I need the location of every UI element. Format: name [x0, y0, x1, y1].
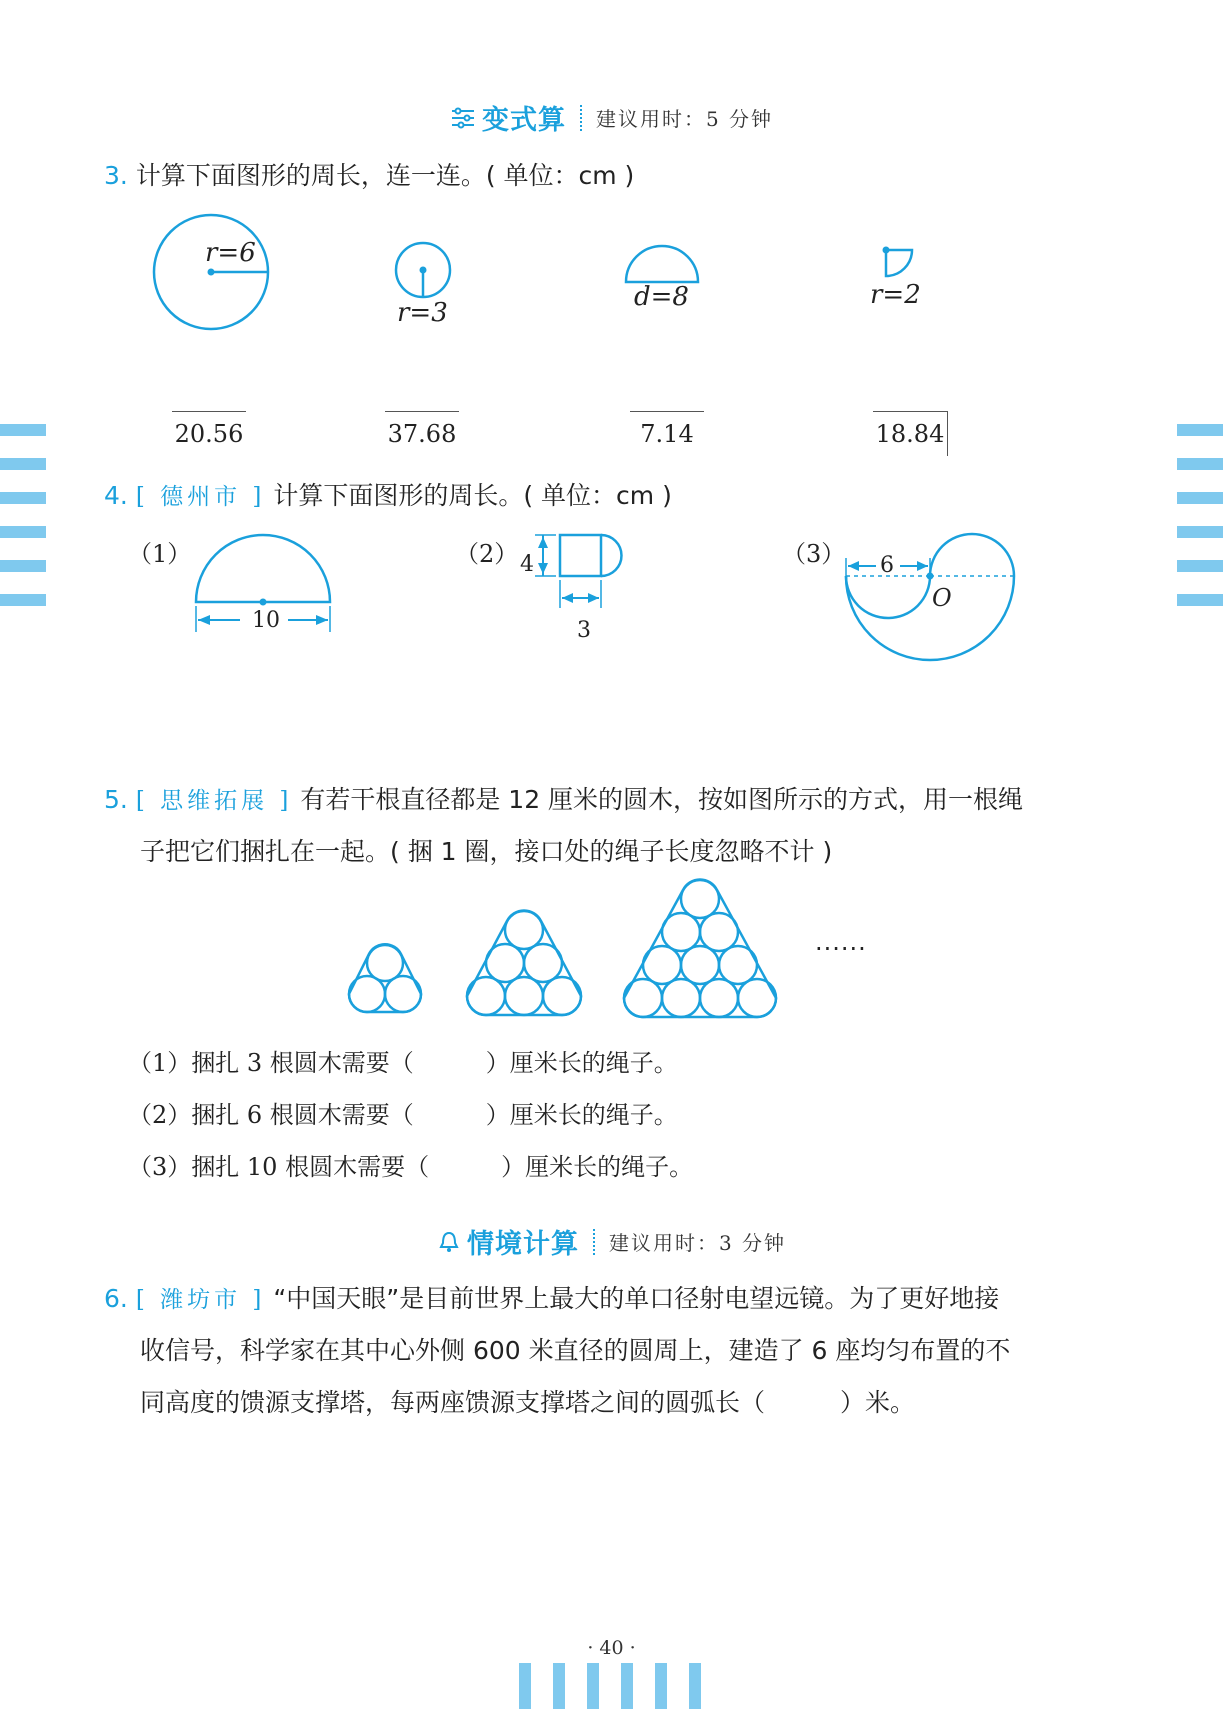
time-hint: 建议用时：5 分钟 — [595, 107, 774, 131]
section-title: 情境计算 — [466, 1229, 579, 1260]
fig1-label: （1） — [128, 540, 192, 568]
ellipsis: ...... — [815, 928, 867, 956]
fig2-height: 4 — [520, 552, 534, 577]
divider — [593, 1229, 595, 1255]
sliders-icon — [450, 107, 476, 129]
question-text-line1: 有若干根直径都是 12 厘米的圆木，按如图所示的方式，用一根绳 — [300, 785, 1024, 814]
fig1-dimension: 10 — [252, 608, 280, 633]
question-tag: [ 德州市 ] — [135, 484, 266, 510]
q3-shapes — [0, 200, 1223, 340]
sub-question-2: （2）捆扎 6 根圆木需要（ ）厘米长的绳子。 — [128, 1101, 678, 1129]
question-number: 4. — [104, 481, 128, 510]
fig2-label: （2） — [455, 540, 519, 568]
sub-question-3: （3）捆扎 10 根圆木需要（ ）厘米长的绳子。 — [128, 1153, 694, 1181]
bell-icon — [437, 1230, 461, 1254]
fig2-width: 3 — [577, 618, 591, 643]
question-text: 计算下面图形的周长，连一连。( 单位：cm ) — [135, 161, 635, 190]
question-tag: [ 思维拓展 ] — [135, 788, 293, 814]
question-6 — [104, 1273, 999, 1326]
page-number: · 40 · — [587, 1637, 636, 1659]
question-5 — [104, 774, 1023, 827]
question-text: 计算下面图形的周长。( 单位：cm ) — [273, 481, 672, 510]
question-5-line2: 子把它们捆扎在一起。( 捆 1 圈，接口处的绳子长度忽略不计 ) — [140, 837, 833, 866]
fig3-center-label: O — [932, 584, 952, 612]
shape-label-3: d=8 — [634, 282, 689, 312]
section-header-practice — [0, 98, 1223, 137]
question-number: 3. — [104, 161, 128, 190]
fig3-label: （3） — [782, 540, 846, 568]
divider — [580, 105, 582, 131]
question-tag: [ 潍坊市 ] — [135, 1287, 266, 1313]
semicircle-shape — [626, 246, 698, 282]
shape-label-4: r=2 — [870, 280, 921, 310]
section-title: 变式算 — [481, 105, 566, 136]
question-6-line3: 同高度的馈源支撑塔，每两座馈源支撑塔之间的圆弧长（ ）米。 — [140, 1388, 916, 1417]
fig3-dimension: 6 — [880, 553, 894, 578]
logs-figure — [0, 870, 1223, 1030]
question-4 — [104, 470, 672, 523]
question-number: 6. — [104, 1284, 128, 1313]
quarter-circle-shape — [886, 250, 912, 276]
answer-box-1[interactable]: 20.56 — [172, 411, 246, 456]
shape-label-1: r=6 — [205, 238, 256, 268]
question-6-line2: 收信号，科学家在其中心外侧 600 米直径的圆周上，建造了 6 座均匀布置的不 — [140, 1336, 1011, 1365]
shape-label-2: r=3 — [397, 298, 448, 328]
question-number: 5. — [104, 785, 128, 814]
answer-box-3[interactable]: 7.14 — [630, 411, 704, 456]
section-header-context — [0, 1222, 1223, 1261]
answer-box-4[interactable]: 18.84 — [873, 411, 948, 456]
question-3 — [104, 150, 634, 202]
answer-box-2[interactable]: 37.68 — [385, 411, 459, 456]
q4-figures — [0, 520, 1223, 670]
sub-question-1: （1）捆扎 3 根圆木需要（ ）厘米长的绳子。 — [128, 1049, 678, 1077]
question-text-line1: “中国天眼”是目前世界上最大的单口径射电望远镜。为了更好地接 — [273, 1284, 1000, 1313]
time-hint: 建议用时：3 分钟 — [608, 1231, 787, 1255]
